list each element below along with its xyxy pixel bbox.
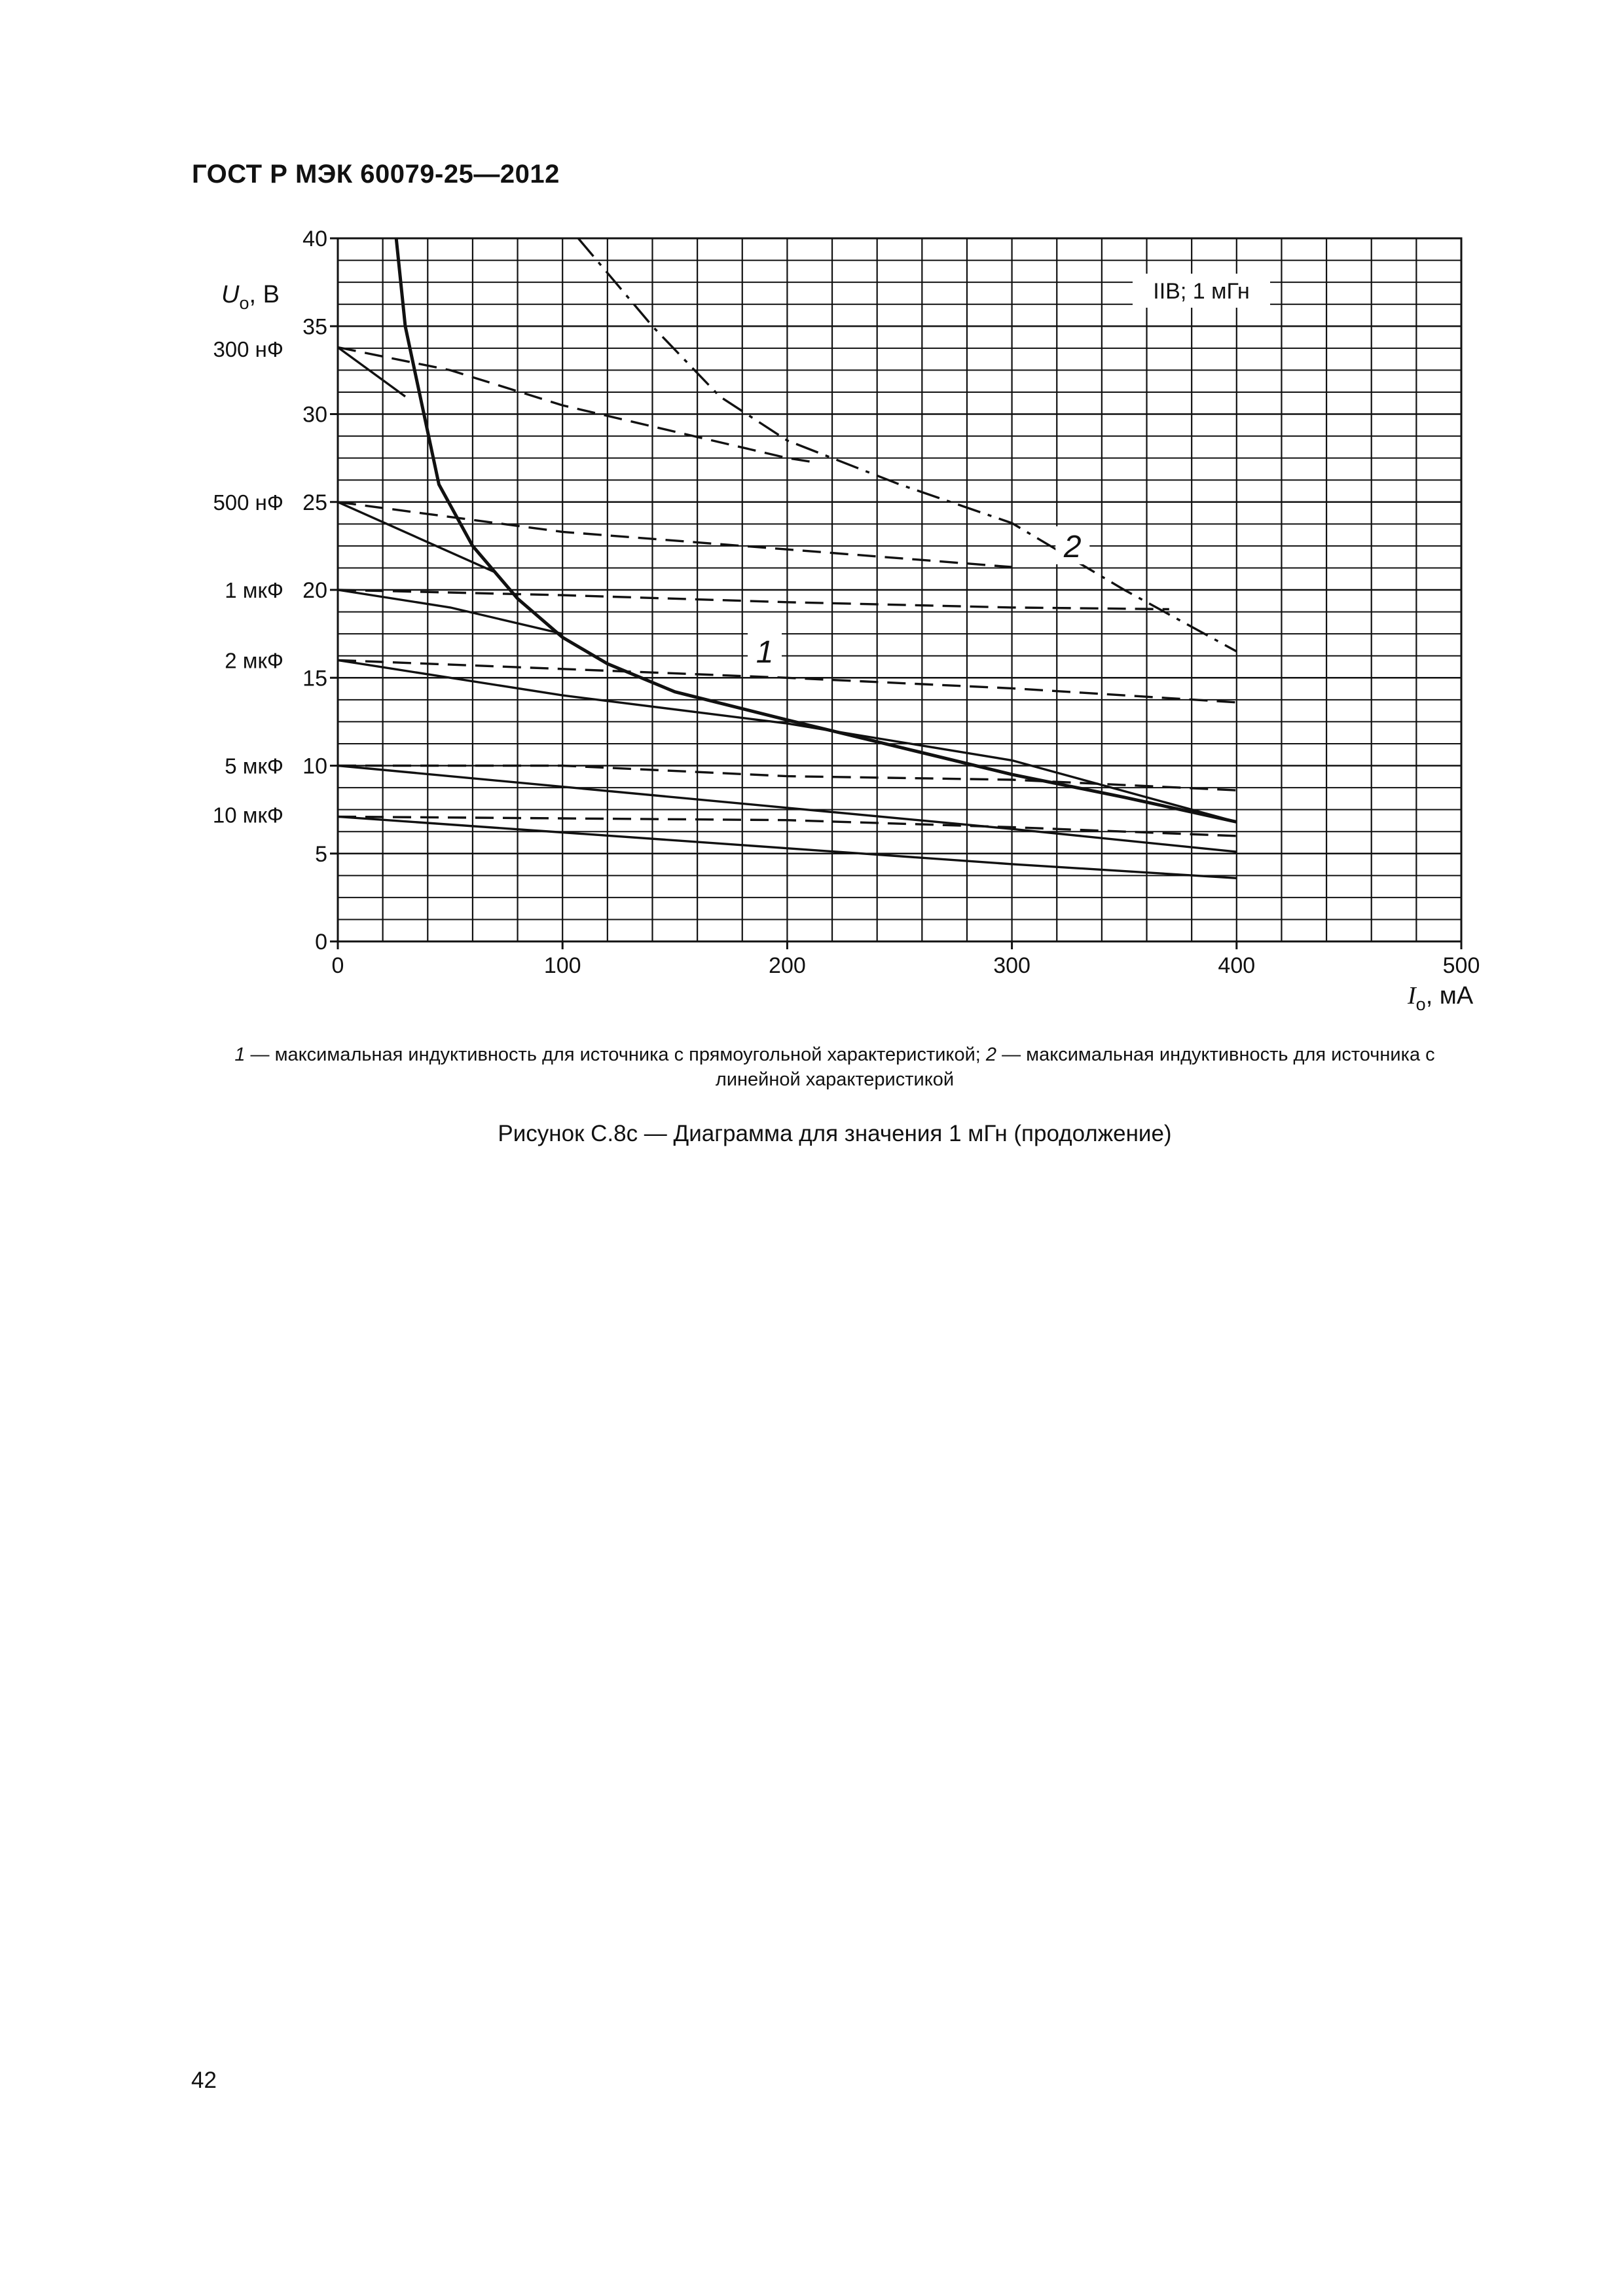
chart-grid [338, 238, 1461, 941]
x-tick-label: 400 [1218, 953, 1256, 978]
y-tick-label: 10 [302, 754, 327, 779]
capacitance-label: 2 мкФ [225, 648, 283, 673]
chart [0, 0, 1623, 1061]
y-tick-label: 40 [302, 227, 327, 251]
y-tick-label: 5 [315, 841, 327, 867]
x-tick-label: 200 [769, 953, 806, 978]
x-tick-label: 300 [993, 953, 1030, 978]
y-tick-label: 25 [302, 490, 327, 515]
annotation-text: IIB; 1 мГн [1153, 279, 1250, 304]
capacitance-label: 10 мкФ [212, 803, 283, 828]
capacitance-label: 300 нФ [213, 337, 283, 362]
y-axis-label: $U_o$, В [221, 281, 280, 313]
legend-item-2-text: — максимальная индуктивность для источника с линейной характеристикой [715, 1044, 1435, 1090]
x-tick-label: 100 [543, 953, 581, 978]
document-header: ГОСТ Р МЭК 60079-25—2012 [192, 160, 560, 189]
capacitance-label: 1 мкФ [225, 578, 283, 602]
x-axis-label: $I_o$, мА [1408, 982, 1474, 1014]
capacitance-label: 500 нФ [213, 490, 283, 515]
figure-legend [196, 1042, 1473, 1092]
y-tick-label: 20 [302, 578, 327, 603]
x-tick-label: 500 [1442, 953, 1480, 978]
y-tick-label: 30 [302, 402, 327, 428]
series-line-4 [338, 348, 810, 462]
y-tick-label: 15 [302, 666, 327, 691]
capacitance-label: 5 мкФ [225, 754, 283, 778]
y-tick-label: 35 [302, 314, 327, 340]
curve-label-2: 2 [1063, 529, 1082, 564]
x-tick-label: 0 [331, 953, 344, 978]
figure-caption: Рисунок С.8с — Диаграмма для значения 1 мГн (продолжение) [498, 1121, 1172, 1146]
legend-item-1-text: — максимальная индуктивность для источника с прямоугольной характеристикой; [245, 1044, 986, 1065]
page-number: 42 [191, 2068, 217, 2093]
series-line-6 [338, 502, 1012, 567]
y-tick-label: 0 [315, 930, 327, 955]
legend-item-1-number: 1 [234, 1044, 246, 1065]
curve-label-1: 1 [756, 634, 774, 670]
legend-item-2-number: 2 [985, 1044, 997, 1065]
series-line-8 [338, 590, 1169, 610]
series-line-5 [338, 502, 495, 572]
